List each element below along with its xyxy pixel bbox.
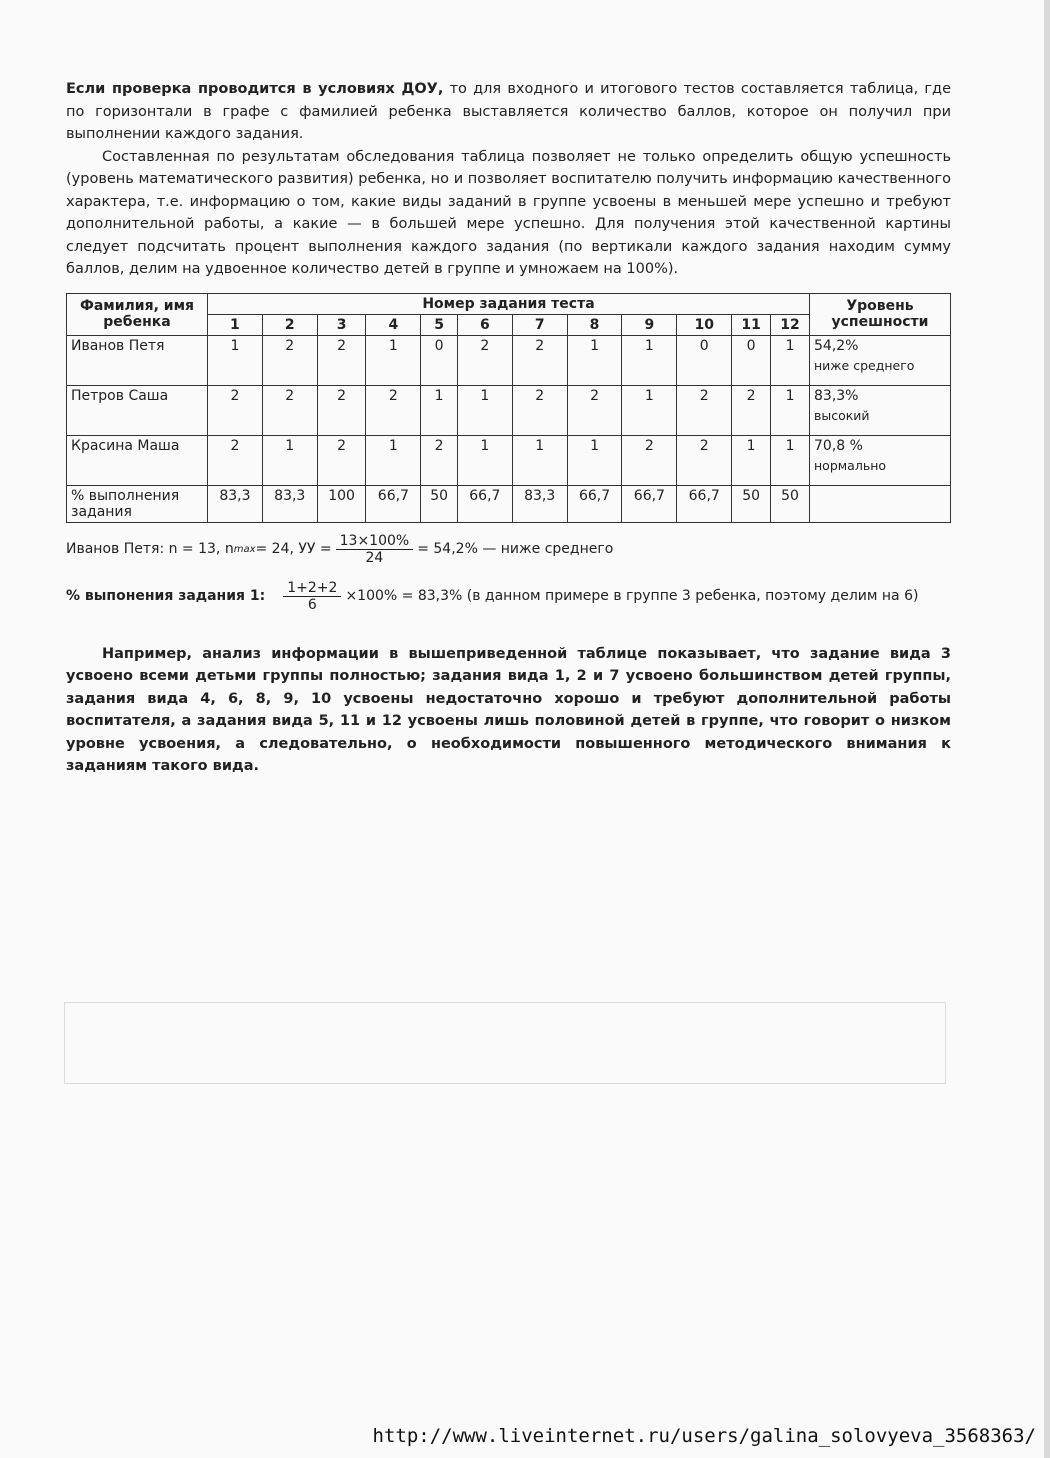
- formula1-fraction: [336, 533, 414, 566]
- source-url: http://www.liveinternet.ru/users/galina_solovyeva_3568363/: [372, 1425, 1036, 1447]
- success-level-value: 54,2%: [814, 337, 859, 354]
- document-page: [66, 78, 951, 778]
- success-level-cell: [810, 385, 951, 435]
- task-number-cell: 11: [732, 314, 771, 335]
- score-cell: 1: [208, 335, 263, 385]
- score-cell: 1: [457, 435, 512, 485]
- results-table: [66, 293, 951, 523]
- formula2-suffix: ×100% = 83,3% (в данном примере в группе 3 ребенка, поэтому делим на 6): [345, 588, 919, 604]
- score-cell: 2: [677, 385, 732, 435]
- intro-paragraph-2: Составленная по результатам обследования таблица позволяет не только определить общую успешность (уровень математического развития) ребенка, но и позволяет воспитателю получить информацию качественного характера, т.е. информацию о том, какие виды заданий в группе усвоены в меньшей мере успешно и требуют дополнительной работы, а какие — в большей мере успешно. Для получения этой качественной картины следует подсчитать процент выполнения каждого задания (по вертикали каждого задания находим сумму баллов, делим на удвоенное количество детей в группе и умножаем на 100%).: [66, 148, 951, 277]
- table-row: [67, 335, 951, 385]
- score-cell: 2: [512, 335, 567, 385]
- score-cell: 1: [366, 435, 421, 485]
- formula2-fraction: [283, 580, 341, 613]
- percent-row-label: % выполнения задания: [67, 485, 208, 522]
- score-cell: 2: [512, 385, 567, 435]
- intro-paragraph-1: [66, 78, 951, 146]
- percent-cell: 83,3: [512, 485, 567, 522]
- percent-cell: 66,7: [457, 485, 512, 522]
- score-cell: 1: [262, 435, 317, 485]
- percent-cell: 50: [421, 485, 458, 522]
- percent-cell: 66,7: [622, 485, 677, 522]
- intro-paragraph-1-text: то для входного и итогового тестов составляется таблица, где по горизонтали в графе с фамилией ребенка выставляется количество баллов, которое он получил при выполнении каждого задания.: [66, 81, 951, 142]
- score-cell: 2: [732, 385, 771, 435]
- task-number-cell: 5: [421, 314, 458, 335]
- child-name-cell: Иванов Петя: [67, 335, 208, 385]
- formula-success-level: [66, 533, 951, 566]
- score-cell: 2: [567, 385, 622, 435]
- success-level-note: высокий: [814, 407, 870, 423]
- percent-cell: 66,7: [567, 485, 622, 522]
- child-name-cell: Красина Маша: [67, 435, 208, 485]
- score-cell: 1: [512, 435, 567, 485]
- score-cell: 1: [421, 385, 458, 435]
- success-level-value: 70,8 %: [814, 437, 863, 454]
- formula2-denominator: 6: [307, 596, 317, 613]
- formula1-suffix: = 54,2% — ниже среднего: [417, 541, 614, 557]
- table-row: [67, 435, 951, 485]
- formula1-subscript: max: [233, 543, 256, 555]
- percent-row: [67, 485, 951, 522]
- task-number-cell: 12: [771, 314, 810, 335]
- percent-cell: 50: [732, 485, 771, 522]
- score-cell: 1: [622, 385, 677, 435]
- score-cell: 2: [457, 335, 512, 385]
- formula1-numerator: 13×100%: [336, 533, 414, 550]
- percent-cell: 50: [771, 485, 810, 522]
- table-body: [67, 335, 951, 522]
- score-cell: 1: [567, 435, 622, 485]
- percent-cell: 83,3: [262, 485, 317, 522]
- formula1-denominator: 24: [365, 549, 384, 566]
- task-number-cell: 8: [567, 314, 622, 335]
- success-level-note: ниже среднего: [814, 357, 915, 373]
- score-cell: 2: [421, 435, 458, 485]
- task-number-cell: 10: [677, 314, 732, 335]
- show-through-table: [64, 1002, 946, 1084]
- formula2-prefix: % выпонения задания 1:: [66, 588, 266, 604]
- formula1-prefix: Иванов Петя: n = 13, n: [66, 541, 234, 557]
- score-cell: 1: [622, 335, 677, 385]
- score-cell: 1: [366, 335, 421, 385]
- score-cell: 2: [622, 435, 677, 485]
- score-cell: 1: [771, 335, 810, 385]
- task-number-cell: 3: [317, 314, 366, 335]
- score-cell: 0: [421, 335, 458, 385]
- success-level-value: 83,3%: [814, 387, 859, 404]
- table-row: [67, 385, 951, 435]
- formula-task-percent: [66, 580, 951, 613]
- formula1-mid: = 24, УУ =: [255, 541, 332, 557]
- score-cell: 1: [771, 435, 810, 485]
- scan-edge: [1044, 0, 1050, 1458]
- percent-cell: 66,7: [677, 485, 732, 522]
- score-cell: 2: [262, 385, 317, 435]
- score-cell: 2: [262, 335, 317, 385]
- conclusion-paragraph: Например, анализ информации в вышеприведенной таблице показывает, что задание вида 3 усвоено всеми детьми группы полностью; задания вида 1, 2 и 7 усвоено большинством детей группы, задания вида 4, 6, 8, 9, 10 усвоены недостаточно хорошо и требуют дополнительной работы воспитателя, а задания вида 5, 11 и 12 усвоены лишь половиной детей в группе, что говорит о низком уровне усвоения, а следовательно, о необходимости повышенного методического внимания к заданиям такого вида.: [66, 645, 951, 774]
- score-cell: 2: [317, 335, 366, 385]
- task-number-cell: 9: [622, 314, 677, 335]
- task-number-cell: 2: [262, 314, 317, 335]
- success-level-note: нормально: [814, 457, 887, 473]
- score-cell: 1: [771, 385, 810, 435]
- score-cell: 2: [208, 435, 263, 485]
- score-cell: 2: [317, 435, 366, 485]
- task-number-cell: 6: [457, 314, 512, 335]
- header-success-level: Уровень успешности: [810, 293, 951, 335]
- intro-bold-lead: Если проверка проводится в условиях ДОУ,: [66, 81, 444, 97]
- formula2-numerator: 1+2+2: [283, 580, 341, 597]
- percent-row-empty-cell: [810, 485, 951, 522]
- score-cell: 1: [732, 435, 771, 485]
- score-cell: 2: [366, 385, 421, 435]
- score-cell: 2: [317, 385, 366, 435]
- task-number-cell: 4: [366, 314, 421, 335]
- show-through-texture: [60, 850, 960, 980]
- score-cell: 1: [567, 335, 622, 385]
- score-cell: 2: [677, 435, 732, 485]
- score-cell: 0: [677, 335, 732, 385]
- score-cell: 1: [457, 385, 512, 435]
- header-child-name: Фамилия, имя ребенка: [67, 293, 208, 335]
- task-number-cell: 7: [512, 314, 567, 335]
- header-task-number: Номер задания теста: [208, 293, 810, 314]
- score-cell: 2: [208, 385, 263, 435]
- task-number-cell: 1: [208, 314, 263, 335]
- success-level-cell: [810, 335, 951, 385]
- percent-cell: 83,3: [208, 485, 263, 522]
- percent-cell: 100: [317, 485, 366, 522]
- success-level-cell: [810, 435, 951, 485]
- score-cell: 0: [732, 335, 771, 385]
- child-name-cell: Петров Саша: [67, 385, 208, 435]
- percent-cell: 66,7: [366, 485, 421, 522]
